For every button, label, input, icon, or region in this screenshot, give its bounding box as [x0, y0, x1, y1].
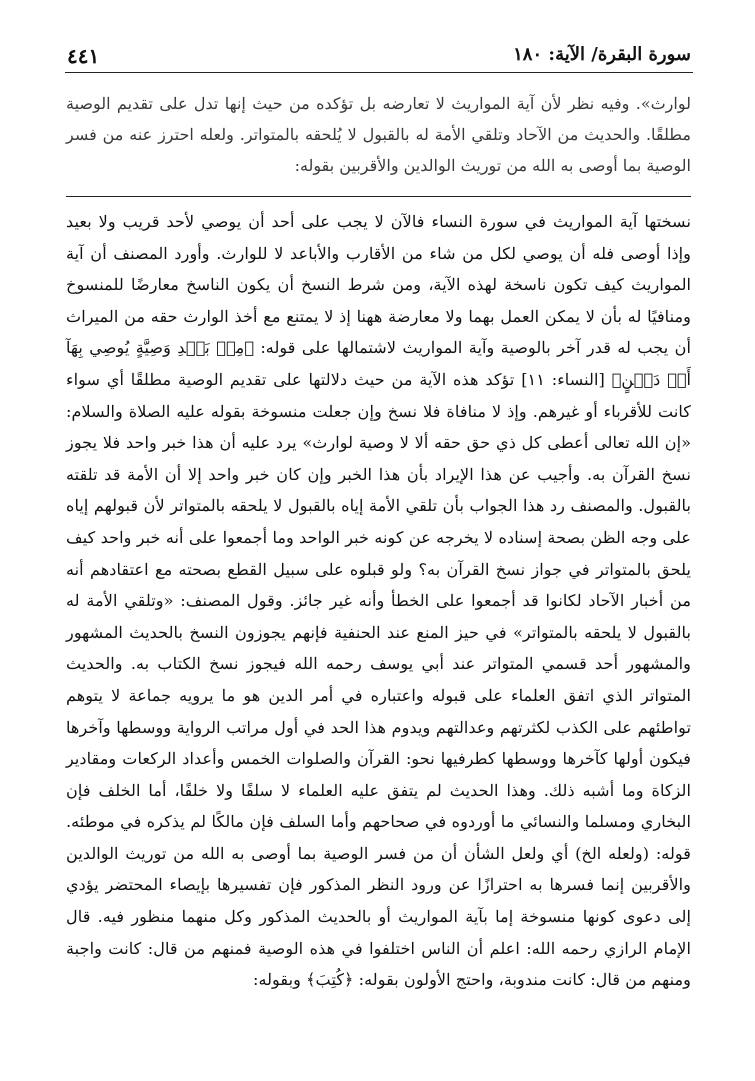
commentary-block	[66, 206, 691, 996]
main-text-block	[66, 88, 691, 181]
main-text-paragraph: لوارث». وفيه نظر لأن آية المواريث لا تعارضه بل تؤكده من حيث إنها تدل على تقديم الوصية مطلقًا. والحديث من الآحاد وتلقي الأمة له بالقبول لا يُلحقه بالمتواتر. ولعله احترز عنه من فسر الوصية بما أوصى به الله من توريث الوالدين والأقربين بقوله:	[66, 94, 691, 175]
running-title: سورة البقرة/ الآية: ١٨٠	[513, 44, 691, 65]
commentary-paragraph: نسختها آية المواريث في سورة النساء فالآن لا يجب على أحد أن يوصي لأحد قريب ولا بعيد وإذا أوصى فله أن يوصي لكل من شاء من الأقارب والأباعد لا للوارث. وأورد المصنف أن آية المواريث كيف تكون ناسخة لهذه الآية، ومن شرط النسخ أن يكون الناسخ معارضًا للمنسوخ ومنافيًا له بأن لا يمكن العمل بهما ولا معارضة ههنا إذ لا يمتنع مع أخذ الوارث حقه من الميراث أن يجب له قدر آخر بالوصية وآية المواريث لاشتمالها على قوله: ﴿مِنۢ بَعۡدِ وَصِيَّةٍ يُوصِي بِهَآ أَوۡ دَيۡنٍ﴾ [النساء: ١١] تؤكد هذه الآية من حيث دلالتها على تقديم الوصية مطلقًا أي سواء كانت للأقرباء أو غيرهم. وإذ لا منافاة فلا نسخ وإن جعلت منسوخة بقوله عليه الصلاة والسلام: «إن الله تعالى أعطى كل ذي حق حقه ألا لا وصية لوارث» يرد عليه أن هذا خبر واحد فلا يجوز نسخ القرآن به. وأجيب عن هذا الإيراد بأن هذا الخبر وإن كان خبر واحد إلا أن الأمة قد تلقته بالقبول. والمصنف رد هذا الجواب بأن تلقي الأمة إياه بالقبول لا يلحقه بالمتواتر لأن قبولهم إياه على وجه الظن بصحة إسناده لا يخرجه عن كونه خبر الواحد وما أجمعوا على أنه خبر واحد كيف يلحق بالمتواتر في جواز نسخ القرآن به؟ ولو قبلوه على سبيل القطع بصحته مع اعتقادهم أنه من أخبار الآحاد لكانوا قد أجمعوا على الخطأ وأنه غير جائز. وقول المصنف: «وتلقي الأمة له بالقبول لا يلحقه بالمتواتر» في حيز المنع عند الحنفية فإنهم يجوزون النسخ بالحديث المشهور والمشهور أحد قسمي المتواتر عند أبي يوسف رحمه الله فيجوز نسخ الكتاب به. والحديث المتواتر الذي اتفق العلماء على قبوله واعتباره في أمر الدين هو ما يرويه جماعة لا يتوهم تواطئهم على الكذب لكثرتهم وعدالتهم ويدوم هذا الحد في أول مراتب الرواية ووسطها وآخرها فيكون أولها كآخرها ووسطها كطرفيها نحو: القرآن والصلوات الخمس وأعداد الركعات ومقادير الزكاة وما أشبه ذلك. وهذا الحديث لم يتفق عليه العلماء لا سلفًا ولا خلفًا، أما الخلف فإن البخاري ومسلما والنسائي ما أوردوه في صحاحهم وأما السلف فإن مالكًا لم يذكره في موطئه. قوله: (ولعله الخ) أي ولعل الشأن أن من فسر الوصية بما أوصى به الله من توريث الوالدين والأقربين إنما فسرها به احترازًا عن ورود النظر المذكور فإن تفسيرها بإيصاء المحتضر يؤدي إلى دعوى كونها منسوخة إما بآية المواريث أو بالحديث المذكور وكل منهما منظور فيه. قال الإمام الرازي رحمه الله: اعلم أن الناس اختلفوا في هذه الوصية فمنهم من قال: كانت واجبة ومنهم من قال: كانت مندوبة، واحتج الأولون بقوله: ﴿كُتِبَ﴾ وبقوله:	[66, 212, 692, 990]
page-header	[65, 38, 693, 73]
section-divider	[66, 196, 691, 197]
page-number: ٤٤١	[67, 44, 100, 68]
